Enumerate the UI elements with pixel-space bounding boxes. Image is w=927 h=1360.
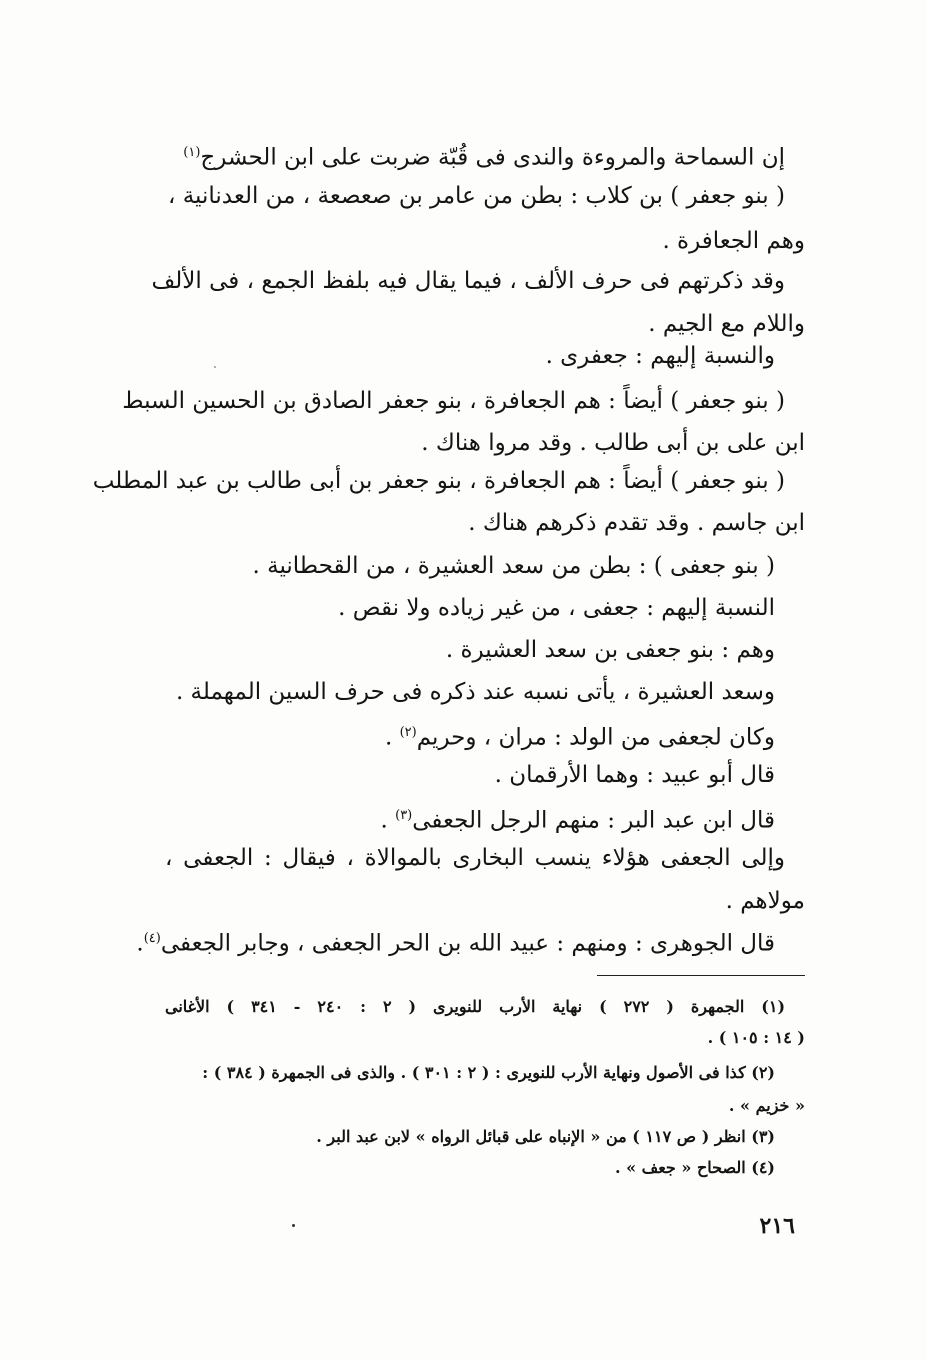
text-line — [167, 181, 785, 211]
line-text: ( بنو جعفر ) أيضاً : هم الجعافرة ، بنو جعفر الصادق بن الحسين السبط — [122, 388, 785, 414]
line-text: ( بنو جعفر ) أيضاً : هم الجعافرة ، بنو جعفر بن أبى طالب بن عبد المطلب — [92, 468, 785, 494]
line-text: وهم : بنو جعفى بن سعد العشيرة . — [445, 637, 775, 663]
footnote-mark-1: (١) — [183, 145, 201, 160]
text-line — [122, 386, 785, 416]
line-text: ( بنو جعفى ) : بطن من سعد العشيرة ، من القحطانية . — [252, 553, 775, 579]
text-line — [155, 677, 775, 707]
footnote-3 — [215, 1126, 775, 1148]
line-text: النسبة إليهم : جعفى ، من غير زياده ولا نقص . — [338, 595, 775, 621]
text-line — [175, 551, 775, 581]
text-line — [92, 466, 785, 496]
text-line — [136, 924, 775, 959]
footnote-4 — [375, 1157, 775, 1179]
line-text: ( بنو جعفر ) بن كلاب : بطن من عامر بن صعصعة ، من العدنانية ، — [167, 183, 785, 209]
line-text: وقد ذكرتهم فى حرف الألف ، فيما يقال فيه بلفظ الجمع ، فى الألف — [151, 268, 785, 294]
text-line — [175, 718, 775, 753]
text-line — [405, 309, 805, 339]
line-end: . — [384, 724, 400, 751]
text-line — [305, 508, 805, 538]
text-line — [405, 226, 805, 256]
footnote-text: (١) الجمهرة ( ٢٧٢ ) نهاية الأرب للنويرى ( ٢ : ٢٤٠ - ٣٤١ ) الأغانى — [165, 997, 786, 1016]
text-line — [405, 886, 805, 916]
scan-speck — [292, 1224, 295, 1227]
line-text: قال ابن عبد البر : منهم الرجل الجعفى — [412, 807, 775, 834]
text-line — [151, 266, 785, 296]
line-text: وإلى الجعفى هؤلاء ينسب البخارى بالموالاة ، فيقال : الجعفى ، — [165, 845, 785, 871]
text-line — [165, 843, 785, 873]
line-text: وسعد العشيرة ، يأتى نسبه عند ذكره فى حرف السين المهملة . — [175, 679, 775, 705]
scan-speck — [214, 366, 216, 368]
line-text: واللام مع الجيم . — [648, 311, 805, 337]
text-line — [375, 341, 775, 371]
line-end: . — [136, 930, 144, 957]
text-line — [175, 635, 775, 665]
line-text: والنسبة إليهم : جعفرى . — [545, 343, 775, 369]
text-line — [305, 428, 805, 458]
verse-text: إن السماحة والمروءة والندى فى قُبّة ضربت على ابن الحشرج — [200, 144, 785, 171]
footnote-mark-3: (٣) — [395, 808, 413, 823]
line-text: ابن على بن أبى طالب . وقد مروا هناك . — [421, 430, 805, 456]
footnote-text: (٤) الصحاح « جعف » . — [614, 1158, 775, 1177]
line-text: ابن جاسم . وقد تقدم ذكرهم هناك . — [468, 510, 805, 536]
footnote-2-cont — [405, 1095, 805, 1117]
footnote-2 — [155, 1062, 775, 1084]
text-line — [175, 760, 775, 790]
footnote-1-cont — [405, 1027, 805, 1049]
footnote-mark-2: (٢) — [399, 725, 417, 740]
line-text: قال الجوهرى : ومنهم : عبيد الله بن الحر الجعفى ، وجابر الجعفى — [160, 930, 775, 957]
line-text: وهم الجعافرة . — [662, 228, 805, 254]
line-text: وكان لجعفى من الولد : مران ، وحريم — [416, 724, 775, 751]
text-line — [175, 593, 775, 623]
footnote-text: (٢) كذا فى الأصول ونهاية الأرب للنويرى : ( ٢ : ٣٠١ ) . والذى فى الجمهرة ( ٣٨٤ ) : — [202, 1063, 775, 1082]
text-line — [175, 801, 775, 836]
footnote-text: (٣) انظر ( ص ١١٧ ) من « الإنباه على قبائل الرواه » لابن عبد البر . — [316, 1127, 775, 1146]
footnote-1 — [165, 996, 785, 1018]
footnote-text: ( ١٤ : ١٠٥ ) . — [707, 1028, 805, 1047]
line-text: مولاهم . — [725, 888, 805, 914]
line-text: قال أبو عبيد : وهما الأرقمان . — [494, 762, 775, 788]
footnote-separator — [597, 975, 805, 976]
page-number: ٢١٦ — [759, 1213, 795, 1239]
poem-verse-line — [185, 138, 785, 173]
footnote-mark-4: (٤) — [143, 931, 161, 946]
line-end: . — [380, 807, 396, 834]
footnote-text: « خزيم » . — [728, 1096, 805, 1115]
